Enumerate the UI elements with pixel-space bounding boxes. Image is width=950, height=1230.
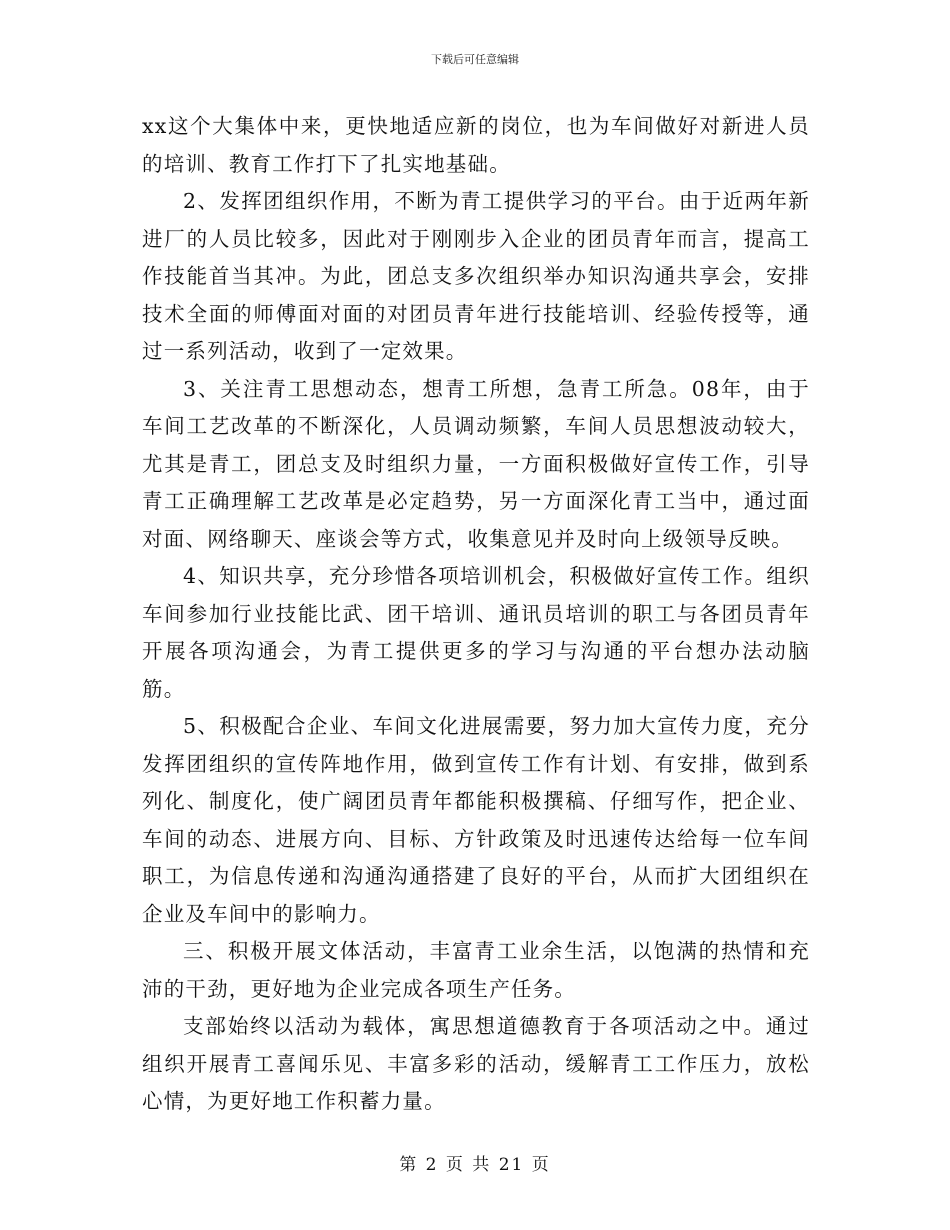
paragraph-continuation: xx这个大集体中来，更快地适应新的岗位，也为车间做好对新进人员的培训、教育工作打下了扎实地基础。 bbox=[142, 114, 810, 176]
paragraph-item-3: 3、关注青工思想动态，想青工所想，急青工所急。08年，由于车间工艺改革的不断深化，人员调动频繁，车间人员思想波动较大，尤其是青工，团总支及时组织力量，一方面积极做好宣传工作，引导青工正确理解工艺改革是必定趋势，另一方面深化青工当中，通过面对面、网络聊天、座谈会等方式，收集意见并及时向上级领导反映。 bbox=[142, 376, 810, 551]
document-body bbox=[142, 108, 810, 1121]
paragraph-activities: 支部始终以活动为载体，寓思想道德教育于各项活动之中。通过组织开展青工喜闻乐见、丰富多彩的活动，缓解青工工作压力，放松心情，为更好地工作积蓄力量。 bbox=[142, 1014, 810, 1113]
paragraph-item-4: 4、知识共享，充分珍惜各项培训机会，积极做好宣传工作。组织车间参加行业技能比武、团干培训、通讯员培训的职工与各团员青年开展各项沟通会，为青工提供更多的学习与沟通的平台想办法动脑筋。 bbox=[142, 564, 810, 701]
section-heading-3: 三、积极开展文体活动，丰富青工业余生活，以饱满的热情和充沛的干劲，更好地为企业完成各项生产任务。 bbox=[142, 939, 810, 1001]
page-header: 下载后可任意编辑 bbox=[431, 53, 519, 66]
paragraph-item-2: 2、发挥团组织作用，不断为青工提供学习的平台。由于近两年新进厂的人员比较多，因此对于刚刚步入企业的团员青年而言，提高工作技能首当其冲。为此，团总支多次组织举办知识沟通共享会，安排技术全面的师傅面对面的对团员青年进行技能培训、经验传授等，通过一系列活动，收到了一定效果。 bbox=[142, 189, 810, 363]
page-number-footer: 第 2 页 共 21 页 bbox=[399, 1155, 551, 1175]
paragraph-item-5: 5、积极配合企业、车间文化进展需要，努力加大宣传力度，充分发挥团组织的宣传阵地作用，做到宣传工作有计划、有安排，做到系列化、制度化，使广阔团员青年都能积极撰稿、仔细写作，把企业、车间的动态、进展方向、目标、方针政策及时迅速传达给每一位车间职工，为信息传递和沟通沟通搭建了良好的平台，从而扩大团组织在企业及车间中的影响力。 bbox=[142, 714, 810, 926]
